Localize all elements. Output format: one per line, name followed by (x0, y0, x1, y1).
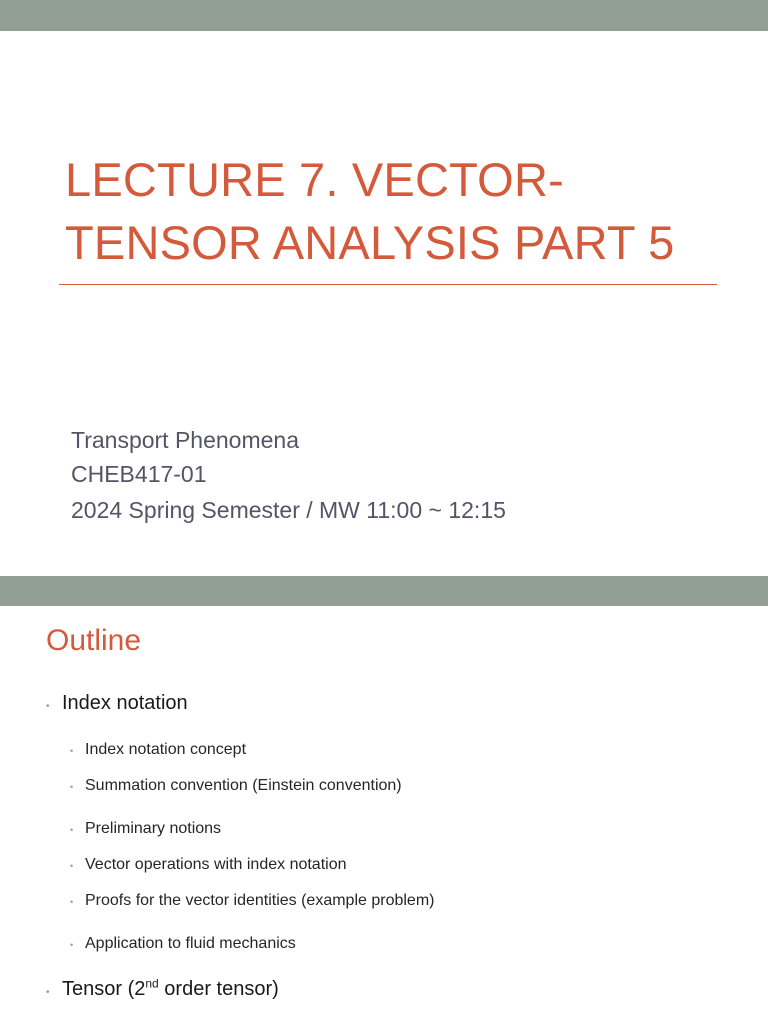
slide-divider-band (0, 576, 768, 606)
tensor-label-suffix: order tensor) (158, 978, 279, 1000)
sub-list-item (70, 892, 434, 910)
sub-list-item (70, 820, 221, 838)
course-schedule: 2024 Spring Semester / MW 11:00 ~ 12:15 (71, 497, 506, 523)
slide-title-line-1: LECTURE 7. VECTOR- (65, 153, 564, 206)
sub-list-item-label: Vector operations with index notation (85, 856, 347, 873)
list-item-label: Index notation (62, 692, 188, 714)
sub-list-item (70, 741, 246, 759)
bullet-icon: • (46, 701, 50, 712)
bullet-icon: • (70, 940, 74, 950)
tensor-label-superscript: nd (145, 976, 159, 991)
bullet-icon: • (70, 746, 74, 756)
bullet-icon: • (70, 861, 74, 871)
sub-list-item-label: Preliminary notions (85, 820, 222, 837)
list-item-tensor (46, 978, 279, 1001)
slide-subtitle (71, 423, 506, 527)
tensor-label-prefix: Tensor (2 (62, 978, 146, 1000)
bullet-icon: • (70, 782, 74, 792)
sub-list-item-label: Index notation concept (85, 741, 247, 758)
sub-list-item-label: Proofs for the vector identities (example problem) (85, 892, 435, 909)
sub-list-item-label: Application to fluid mechanics (85, 935, 296, 952)
slide-title-line-2: TENSOR ANALYSIS PART 5 (65, 216, 675, 269)
title-underline (59, 284, 717, 285)
slide-title (65, 148, 745, 274)
sub-list-item-label: Summation convention (Einstein convention) (85, 777, 402, 794)
course-name: Transport Phenomena (71, 427, 300, 453)
sub-list-item (70, 935, 296, 953)
sub-list-item (70, 777, 402, 795)
bullet-icon: • (46, 987, 50, 998)
bullet-icon: • (70, 897, 74, 907)
outline-heading: Outline (46, 624, 142, 657)
sub-list-item (70, 856, 347, 874)
course-code: CHEB417-01 (71, 461, 207, 487)
bullet-icon: • (70, 825, 74, 835)
list-item-label (62, 978, 279, 1001)
top-band (0, 0, 768, 31)
list-item-index-notation (46, 692, 188, 715)
